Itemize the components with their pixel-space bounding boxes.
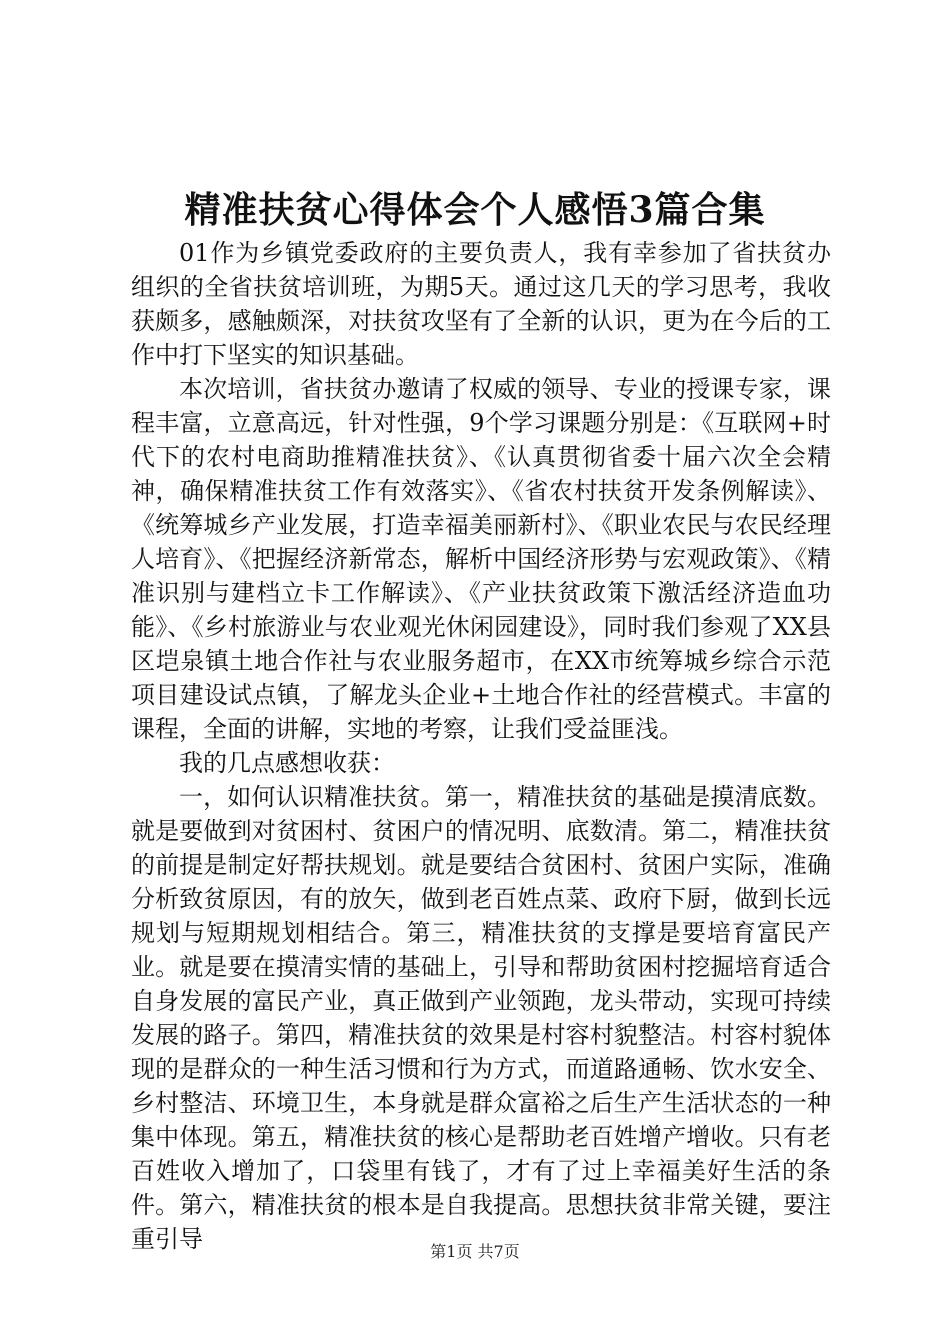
- paragraph-point-one: 一，如何认识精准扶贫。第一，精准扶贫的基础是摸清底数。就是要做到对贫困村、贫困户的情况明、底数清。第二，精准扶贫的前提是制定好帮扶规划。就是要结合贫困村、贫困户实际，准确分析致贫原因，有的放矢，做到老百姓点菜、政府下厨，做到长远规划与短期规划相结合。第三，精准扶贫的支撑是要培育富民产业。就是要在摸清实情的基础上，引导和帮助贫困村挖掘培育适合自身发展的富民产业，真正做到产业领跑，龙头带动，实现可持续发展的路子。第四，精准扶贫的效果是村容村貌整洁。村容村貌体现的是群众的一种生活习惯和行为方式，而道路通畅、饮水安全、乡村整洁、环境卫生，本身就是群众富裕之后生产生活状态的一种集中体现。第五，精准扶贫的核心是帮助老百姓增产增收。只有老百姓收入增加了，口袋里有钱了，才有了过上幸福美好生活的条件。第六，精准扶贫的根本是自我提高。思想扶贫非常关键，要注重引导: [131, 783, 831, 1253]
- document-body: [131, 236, 831, 1256]
- document-title: 精准扶贫心得体会个人感悟3篇合集: [184, 189, 766, 231]
- paragraph-intro: 01作为乡镇党委政府的主要负责人，我有幸参加了省扶贫办组织的全省扶贫培训班，为期5天。通过这几天的学习思考，我收获颇多，感触颇深，对扶贫攻坚有了全新的认识，更为在今后的工作中打下坚实的知识基础。: [131, 239, 831, 369]
- paragraph-reflections-heading: 我的几点感想收获：: [179, 749, 395, 777]
- paragraph-training: 本次培训，省扶贫办邀请了权威的领导、专业的授课专家，课程丰富，立意高远，针对性强，9个学习课题分别是：《互联网+时代下的农村电商助推精准扶贫》、《认真贯彻省委十届六次全会精神，确保精准扶贫工作有效落实》、《省农村扶贫开发条例解读》、《统筹城乡产业发展，打造幸福美丽新村》、《职业农民与农民经理人培育》、《把握经济新常态，解析中国经济形势与宏观政策》、《精准识别与建档立卡工作解读》、《产业扶贫政策下激活经济造血功能》、《乡村旅游业与农业观光休闲园建设》，同时我们参观了XX县区垲泉镇土地合作社与农业服务超市，在XX市统筹城乡综合示范项目建设试点镇，了解龙头企业+土地合作社的经营模式。丰富的课程，全面的讲解，实地的考察，让我们受益匪浅。: [131, 375, 831, 743]
- page-number-footer: 第1页 共7页: [430, 1242, 520, 1261]
